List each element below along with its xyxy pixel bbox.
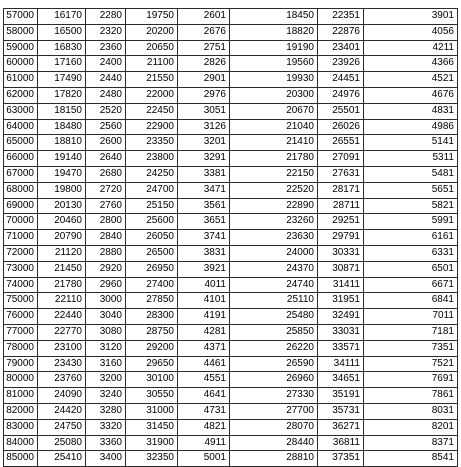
table-cell[interactable]: 21450	[38, 261, 86, 277]
table-cell[interactable]: 83000	[4, 419, 38, 435]
table-cell[interactable]: 58000	[4, 24, 38, 40]
table-cell[interactable]: 35191	[318, 388, 364, 404]
table-cell[interactable]: 3280	[86, 403, 126, 419]
table-cell[interactable]: 64000	[4, 119, 38, 135]
table-cell[interactable]: 26590	[230, 356, 318, 372]
table-cell[interactable]: 62000	[4, 87, 38, 103]
table-cell[interactable]: 3400	[86, 451, 126, 467]
table-cell[interactable]: 19140	[38, 151, 86, 167]
table-cell[interactable]: 5651	[364, 182, 458, 198]
table-cell[interactable]: 2440	[86, 72, 126, 88]
table-cell[interactable]: 27700	[230, 403, 318, 419]
table-cell[interactable]: 4366	[364, 56, 458, 72]
table-cell[interactable]: 3051	[178, 103, 230, 119]
table-cell[interactable]: 20650	[126, 40, 178, 56]
table-cell[interactable]: 31450	[126, 419, 178, 435]
table-cell[interactable]: 31900	[126, 435, 178, 451]
table-cell[interactable]: 16830	[38, 40, 86, 56]
table-cell[interactable]: 23260	[230, 214, 318, 230]
table-cell[interactable]: 4986	[364, 119, 458, 135]
table-cell[interactable]: 70000	[4, 214, 38, 230]
table-cell[interactable]: 25110	[230, 293, 318, 309]
table-cell[interactable]: 82000	[4, 403, 38, 419]
table-cell[interactable]: 19560	[230, 56, 318, 72]
table-cell[interactable]: 63000	[4, 103, 38, 119]
table-cell[interactable]: 3040	[86, 309, 126, 325]
table-cell[interactable]: 2280	[86, 9, 126, 25]
table-row	[4, 182, 458, 198]
table-cell[interactable]: 28711	[318, 198, 364, 214]
table-cell[interactable]: 71000	[4, 230, 38, 246]
table-cell[interactable]: 8031	[364, 403, 458, 419]
table-cell[interactable]: 19470	[38, 166, 86, 182]
table-row	[4, 340, 458, 356]
table-cell[interactable]: 32350	[126, 451, 178, 467]
table-cell[interactable]: 7691	[364, 372, 458, 388]
table-cell[interactable]: 4911	[178, 435, 230, 451]
table-row	[4, 245, 458, 261]
table-cell[interactable]: 4521	[364, 72, 458, 88]
table-cell[interactable]: 23630	[230, 230, 318, 246]
table-row	[4, 372, 458, 388]
table-cell[interactable]: 2960	[86, 277, 126, 293]
table-cell[interactable]: 77000	[4, 324, 38, 340]
table-cell[interactable]: 3901	[364, 9, 458, 25]
table-cell[interactable]: 21780	[230, 151, 318, 167]
table-cell[interactable]: 6501	[364, 261, 458, 277]
table-cell[interactable]: 3741	[178, 230, 230, 246]
table-cell[interactable]: 16170	[38, 9, 86, 25]
table-cell[interactable]: 72000	[4, 245, 38, 261]
table-cell[interactable]: 3080	[86, 324, 126, 340]
table-cell[interactable]: 22520	[230, 182, 318, 198]
table-cell[interactable]: 25480	[230, 309, 318, 325]
table-cell[interactable]: 26050	[126, 230, 178, 246]
table-cell[interactable]: 4731	[178, 403, 230, 419]
table-cell[interactable]: 7181	[364, 324, 458, 340]
table-cell[interactable]: 3120	[86, 340, 126, 356]
table-cell[interactable]: 18450	[230, 9, 318, 25]
table-cell[interactable]: 8541	[364, 451, 458, 467]
table-cell[interactable]: 60000	[4, 56, 38, 72]
table-cell[interactable]: 5991	[364, 214, 458, 230]
table-cell[interactable]: 23926	[318, 56, 364, 72]
table-cell[interactable]: 34651	[318, 372, 364, 388]
table-cell[interactable]: 4191	[178, 309, 230, 325]
table-row	[4, 151, 458, 167]
table-cell[interactable]: 4056	[364, 24, 458, 40]
table-row	[4, 119, 458, 135]
table-cell[interactable]: 2720	[86, 182, 126, 198]
table-cell[interactable]: 80000	[4, 372, 38, 388]
table-cell[interactable]: 3126	[178, 119, 230, 135]
table-cell[interactable]: 24370	[230, 261, 318, 277]
table-row	[4, 309, 458, 325]
table-cell[interactable]: 28750	[126, 324, 178, 340]
table-cell[interactable]: 16500	[38, 24, 86, 40]
table-cell[interactable]: 34111	[318, 356, 364, 372]
table-cell[interactable]: 26960	[230, 372, 318, 388]
table-cell[interactable]: 8201	[364, 419, 458, 435]
table-cell[interactable]: 32491	[318, 309, 364, 325]
table-cell[interactable]: 25150	[126, 198, 178, 214]
table-row	[4, 419, 458, 435]
table-cell[interactable]: 30100	[126, 372, 178, 388]
table-row	[4, 56, 458, 72]
table-row	[4, 277, 458, 293]
table-cell[interactable]: 4831	[364, 103, 458, 119]
table-cell[interactable]: 6671	[364, 277, 458, 293]
table-cell[interactable]: 22450	[126, 103, 178, 119]
table-cell[interactable]: 3651	[178, 214, 230, 230]
table-row	[4, 403, 458, 419]
table-cell[interactable]: 75000	[4, 293, 38, 309]
table-cell[interactable]: 31000	[126, 403, 178, 419]
table-cell[interactable]: 4281	[178, 324, 230, 340]
table-cell[interactable]: 25600	[126, 214, 178, 230]
table-cell[interactable]: 2826	[178, 56, 230, 72]
table-cell[interactable]: 5821	[364, 198, 458, 214]
table-cell[interactable]: 36811	[318, 435, 364, 451]
table-cell[interactable]: 31411	[318, 277, 364, 293]
table-cell[interactable]: 23350	[126, 135, 178, 151]
table-cell[interactable]: 20790	[38, 230, 86, 246]
table-cell[interactable]: 4551	[178, 372, 230, 388]
table-cell[interactable]: 21550	[126, 72, 178, 88]
table-cell[interactable]: 59000	[4, 40, 38, 56]
spreadsheet-region	[3, 8, 458, 467]
table-cell[interactable]: 3240	[86, 388, 126, 404]
table-cell[interactable]: 7011	[364, 309, 458, 325]
table-cell[interactable]: 66000	[4, 151, 38, 167]
table-cell[interactable]: 27400	[126, 277, 178, 293]
table-cell[interactable]: 19190	[230, 40, 318, 56]
table-cell[interactable]: 23430	[38, 356, 86, 372]
table-cell[interactable]: 5141	[364, 135, 458, 151]
table-cell[interactable]: 2760	[86, 198, 126, 214]
table-cell[interactable]: 2480	[86, 87, 126, 103]
table-cell[interactable]: 23100	[38, 340, 86, 356]
table-cell[interactable]: 3561	[178, 198, 230, 214]
table-cell[interactable]: 57000	[4, 9, 38, 25]
table-cell[interactable]: 22351	[318, 9, 364, 25]
table-cell[interactable]: 35731	[318, 403, 364, 419]
table-cell[interactable]: 81000	[4, 388, 38, 404]
table-cell[interactable]: 22150	[230, 166, 318, 182]
table-cell[interactable]: 22440	[38, 309, 86, 325]
table-cell[interactable]: 19800	[38, 182, 86, 198]
table-cell[interactable]: 23401	[318, 40, 364, 56]
table-cell[interactable]: 21780	[38, 277, 86, 293]
table-cell[interactable]: 26551	[318, 135, 364, 151]
table-cell[interactable]: 17490	[38, 72, 86, 88]
table-cell[interactable]: 24451	[318, 72, 364, 88]
table-cell[interactable]: 28810	[230, 451, 318, 467]
table-cell[interactable]: 22110	[38, 293, 86, 309]
table-cell[interactable]: 69000	[4, 198, 38, 214]
table-cell[interactable]: 2901	[178, 72, 230, 88]
table-cell[interactable]: 27850	[126, 293, 178, 309]
table-cell[interactable]: 84000	[4, 435, 38, 451]
table-cell[interactable]: 19930	[230, 72, 318, 88]
table-cell[interactable]: 20130	[38, 198, 86, 214]
table-cell[interactable]: 20300	[230, 87, 318, 103]
table-cell[interactable]: 28171	[318, 182, 364, 198]
table-cell[interactable]: 6841	[364, 293, 458, 309]
table-row	[4, 135, 458, 151]
table-cell[interactable]: 3160	[86, 356, 126, 372]
table-cell[interactable]: 3921	[178, 261, 230, 277]
table-cell[interactable]: 67000	[4, 166, 38, 182]
table-cell[interactable]: 2976	[178, 87, 230, 103]
table-cell[interactable]: 68000	[4, 182, 38, 198]
table-cell[interactable]: 2640	[86, 151, 126, 167]
table-cell[interactable]: 26026	[318, 119, 364, 135]
table-cell[interactable]: 18820	[230, 24, 318, 40]
table-cell[interactable]: 36271	[318, 419, 364, 435]
table-cell[interactable]: 3291	[178, 151, 230, 167]
table-row	[4, 87, 458, 103]
table-cell[interactable]: 19750	[126, 9, 178, 25]
table-cell[interactable]: 21120	[38, 245, 86, 261]
table-cell[interactable]: 18150	[38, 103, 86, 119]
table-cell[interactable]: 17160	[38, 56, 86, 72]
table-cell[interactable]: 29650	[126, 356, 178, 372]
table-cell[interactable]: 28440	[230, 435, 318, 451]
table-cell[interactable]: 29791	[318, 230, 364, 246]
table-cell[interactable]: 27091	[318, 151, 364, 167]
table-cell[interactable]: 73000	[4, 261, 38, 277]
table-cell[interactable]: 2601	[178, 9, 230, 25]
table-row	[4, 261, 458, 277]
table-cell[interactable]: 76000	[4, 309, 38, 325]
table-cell[interactable]: 20200	[126, 24, 178, 40]
table-row	[4, 198, 458, 214]
table-cell[interactable]: 4011	[178, 277, 230, 293]
table-cell[interactable]: 8371	[364, 435, 458, 451]
table-cell[interactable]: 2920	[86, 261, 126, 277]
table-cell[interactable]: 3200	[86, 372, 126, 388]
table-cell[interactable]: 31951	[318, 293, 364, 309]
table-row	[4, 451, 458, 467]
table-cell[interactable]: 2800	[86, 214, 126, 230]
table-cell[interactable]: 2840	[86, 230, 126, 246]
table-cell[interactable]: 3320	[86, 419, 126, 435]
table-cell[interactable]: 3000	[86, 293, 126, 309]
table-cell[interactable]: 6331	[364, 245, 458, 261]
table-cell[interactable]: 2600	[86, 135, 126, 151]
table-cell[interactable]: 24420	[38, 403, 86, 419]
table-cell[interactable]: 4211	[364, 40, 458, 56]
table-cell[interactable]: 29200	[126, 340, 178, 356]
table-row	[4, 293, 458, 309]
table-cell[interactable]: 23800	[126, 151, 178, 167]
table-cell[interactable]: 22770	[38, 324, 86, 340]
table-cell[interactable]: 17820	[38, 87, 86, 103]
table-cell[interactable]: 2676	[178, 24, 230, 40]
table-cell[interactable]: 3201	[178, 135, 230, 151]
table-cell[interactable]: 25850	[230, 324, 318, 340]
table-cell[interactable]: 3831	[178, 245, 230, 261]
table-cell[interactable]: 30871	[318, 261, 364, 277]
table-cell[interactable]: 22876	[318, 24, 364, 40]
table-cell[interactable]: 25501	[318, 103, 364, 119]
table-cell[interactable]: 4641	[178, 388, 230, 404]
table-row	[4, 214, 458, 230]
table-row	[4, 166, 458, 182]
table-cell[interactable]: 2520	[86, 103, 126, 119]
table-cell[interactable]: 4676	[364, 87, 458, 103]
table-cell[interactable]: 20460	[38, 214, 86, 230]
table-cell[interactable]: 33031	[318, 324, 364, 340]
table-row	[4, 9, 458, 25]
table-cell[interactable]: 30331	[318, 245, 364, 261]
table-row	[4, 324, 458, 340]
table-cell[interactable]: 24740	[230, 277, 318, 293]
table-row	[4, 24, 458, 40]
table-cell[interactable]: 4101	[178, 293, 230, 309]
table-cell[interactable]: 65000	[4, 135, 38, 151]
table-cell[interactable]: 24700	[126, 182, 178, 198]
table-body	[4, 9, 458, 467]
table-cell[interactable]: 5001	[178, 451, 230, 467]
table-cell[interactable]: 18480	[38, 119, 86, 135]
table-cell[interactable]: 2680	[86, 166, 126, 182]
table-cell[interactable]: 22890	[230, 198, 318, 214]
table-cell[interactable]: 5311	[364, 151, 458, 167]
table-cell[interactable]: 24250	[126, 166, 178, 182]
table-cell[interactable]: 4821	[178, 419, 230, 435]
table-cell[interactable]: 26500	[126, 245, 178, 261]
table-cell[interactable]: 5481	[364, 166, 458, 182]
table-cell[interactable]: 2360	[86, 40, 126, 56]
table-cell[interactable]: 2751	[178, 40, 230, 56]
table-cell[interactable]: 2880	[86, 245, 126, 261]
table-cell[interactable]: 79000	[4, 356, 38, 372]
table-row	[4, 435, 458, 451]
table-cell[interactable]: 22900	[126, 119, 178, 135]
table-cell[interactable]: 21100	[126, 56, 178, 72]
table-cell[interactable]: 2320	[86, 24, 126, 40]
table-cell[interactable]: 25080	[38, 435, 86, 451]
table-cell[interactable]: 27631	[318, 166, 364, 182]
table-cell[interactable]: 30550	[126, 388, 178, 404]
table-cell[interactable]: 20670	[230, 103, 318, 119]
table-cell[interactable]: 4371	[178, 340, 230, 356]
table-cell[interactable]: 2560	[86, 119, 126, 135]
table-cell[interactable]: 24750	[38, 419, 86, 435]
table-cell[interactable]: 29251	[318, 214, 364, 230]
table-row	[4, 388, 458, 404]
data-table	[3, 8, 458, 467]
table-cell[interactable]: 7351	[364, 340, 458, 356]
table-cell[interactable]: 3360	[86, 435, 126, 451]
table-row	[4, 230, 458, 246]
table-row	[4, 103, 458, 119]
table-cell[interactable]: 6161	[364, 230, 458, 246]
table-cell[interactable]: 28300	[126, 309, 178, 325]
table-cell[interactable]: 24976	[318, 87, 364, 103]
table-cell[interactable]: 26950	[126, 261, 178, 277]
table-row	[4, 72, 458, 88]
table-cell[interactable]: 2400	[86, 56, 126, 72]
table-cell[interactable]: 23760	[38, 372, 86, 388]
table-cell[interactable]: 18810	[38, 135, 86, 151]
table-cell[interactable]: 61000	[4, 72, 38, 88]
table-cell[interactable]: 24000	[230, 245, 318, 261]
table-row	[4, 356, 458, 372]
table-cell[interactable]: 37351	[318, 451, 364, 467]
table-row	[4, 40, 458, 56]
table-cell[interactable]: 74000	[4, 277, 38, 293]
table-cell[interactable]: 24090	[38, 388, 86, 404]
table-cell[interactable]: 78000	[4, 340, 38, 356]
table-cell[interactable]: 21040	[230, 119, 318, 135]
table-cell[interactable]: 85000	[4, 451, 38, 467]
table-cell[interactable]: 28070	[230, 419, 318, 435]
table-cell[interactable]: 3381	[178, 166, 230, 182]
table-cell[interactable]: 3471	[178, 182, 230, 198]
table-cell[interactable]: 26220	[230, 340, 318, 356]
table-cell[interactable]: 7521	[364, 356, 458, 372]
table-cell[interactable]: 22000	[126, 87, 178, 103]
table-cell[interactable]: 7861	[364, 388, 458, 404]
table-cell[interactable]: 27330	[230, 388, 318, 404]
table-cell[interactable]: 4461	[178, 356, 230, 372]
table-cell[interactable]: 21410	[230, 135, 318, 151]
table-cell[interactable]: 25410	[38, 451, 86, 467]
table-cell[interactable]: 33571	[318, 340, 364, 356]
